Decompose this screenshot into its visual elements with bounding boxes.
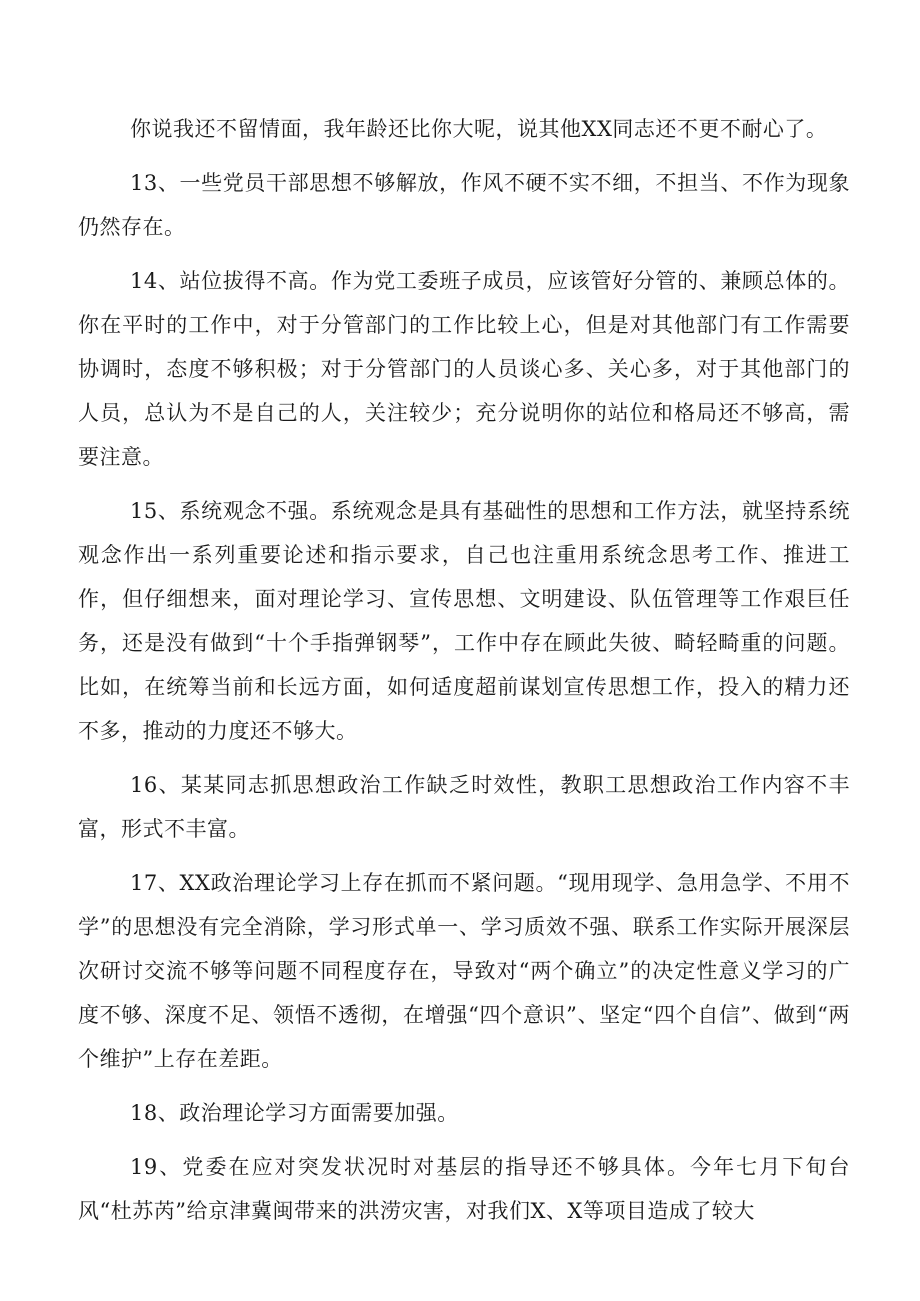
paragraph-item-19: 19、党委在应对突发状况时对基层的指导还不够具体。今年七月下旬台风“杜苏芮”给京津冀闽带来的洪涝灾害，对我们X、X等项目造成了较大 [78,1155,850,1223]
paragraph-item-13: 13、一些党员干部思想不够解放，作风不硬不实不细，不担当、不作为现象仍然存在。 [78,171,850,239]
paragraph-item-18: 18、政治理论学习方面需要加强。 [130,1101,459,1125]
paragraph-continuation: 你说我还不留情面，我年龄还比你大呢，说其他XX同志还不更不耐心了。 [130,117,828,141]
paragraph-item-16: 16、某某同志抓思想政治工作缺乏时效性，教职工思想政治工作内容不丰富，形式不丰富。 [78,773,850,841]
document-body [78,107,850,1243]
paragraph-item-14: 14、站位拔得不高。作为党工委班子成员，应该管好分管的、兼顾总体的。你在平时的工作中，对于分管部门的工作比较上心，但是对其他部门有工作需要协调时，态度不够积极；对于分管部门的人员谈心多、关心多，对于其他部门的人员，总认为不是自己的人，关注较少；充分说明你的站位和格局还不够高，需要注意。 [78,269,850,469]
paragraph-item-17: 17、XX政治理论学习上存在抓而不紧问题。“现用现学、急用急学、不用不学”的思想没有完全消除，学习形式单一、学习质效不强、联系工作实际开展深层次研讨交流不够等问题不同程度存在，导致对“两个确立”的决定性意义学习的广度不够、深度不足、领悟不透彻，在增强“四个意识”、坚定“四个自信”、做到“两个维护”上存在差距。 [78,871,850,1071]
paragraph-item-15: 15、系统观念不强。系统观念是具有基础性的思想和工作方法，就坚持系统观念作出一系列重要论述和指示要求，自己也注重用系统念思考工作、推进工作，但仔细想来，面对理论学习、宣传思想、文明建设、队伍管理等工作艰巨任务，还是没有做到“十个手指弹钢琴”，工作中存在顾此失彼、畸轻畸重的问题。比如，在统筹当前和长远方面，如何适度超前谋划宣传思想工作，投入的精力还不多，推动的力度还不够大。 [78,499,850,743]
